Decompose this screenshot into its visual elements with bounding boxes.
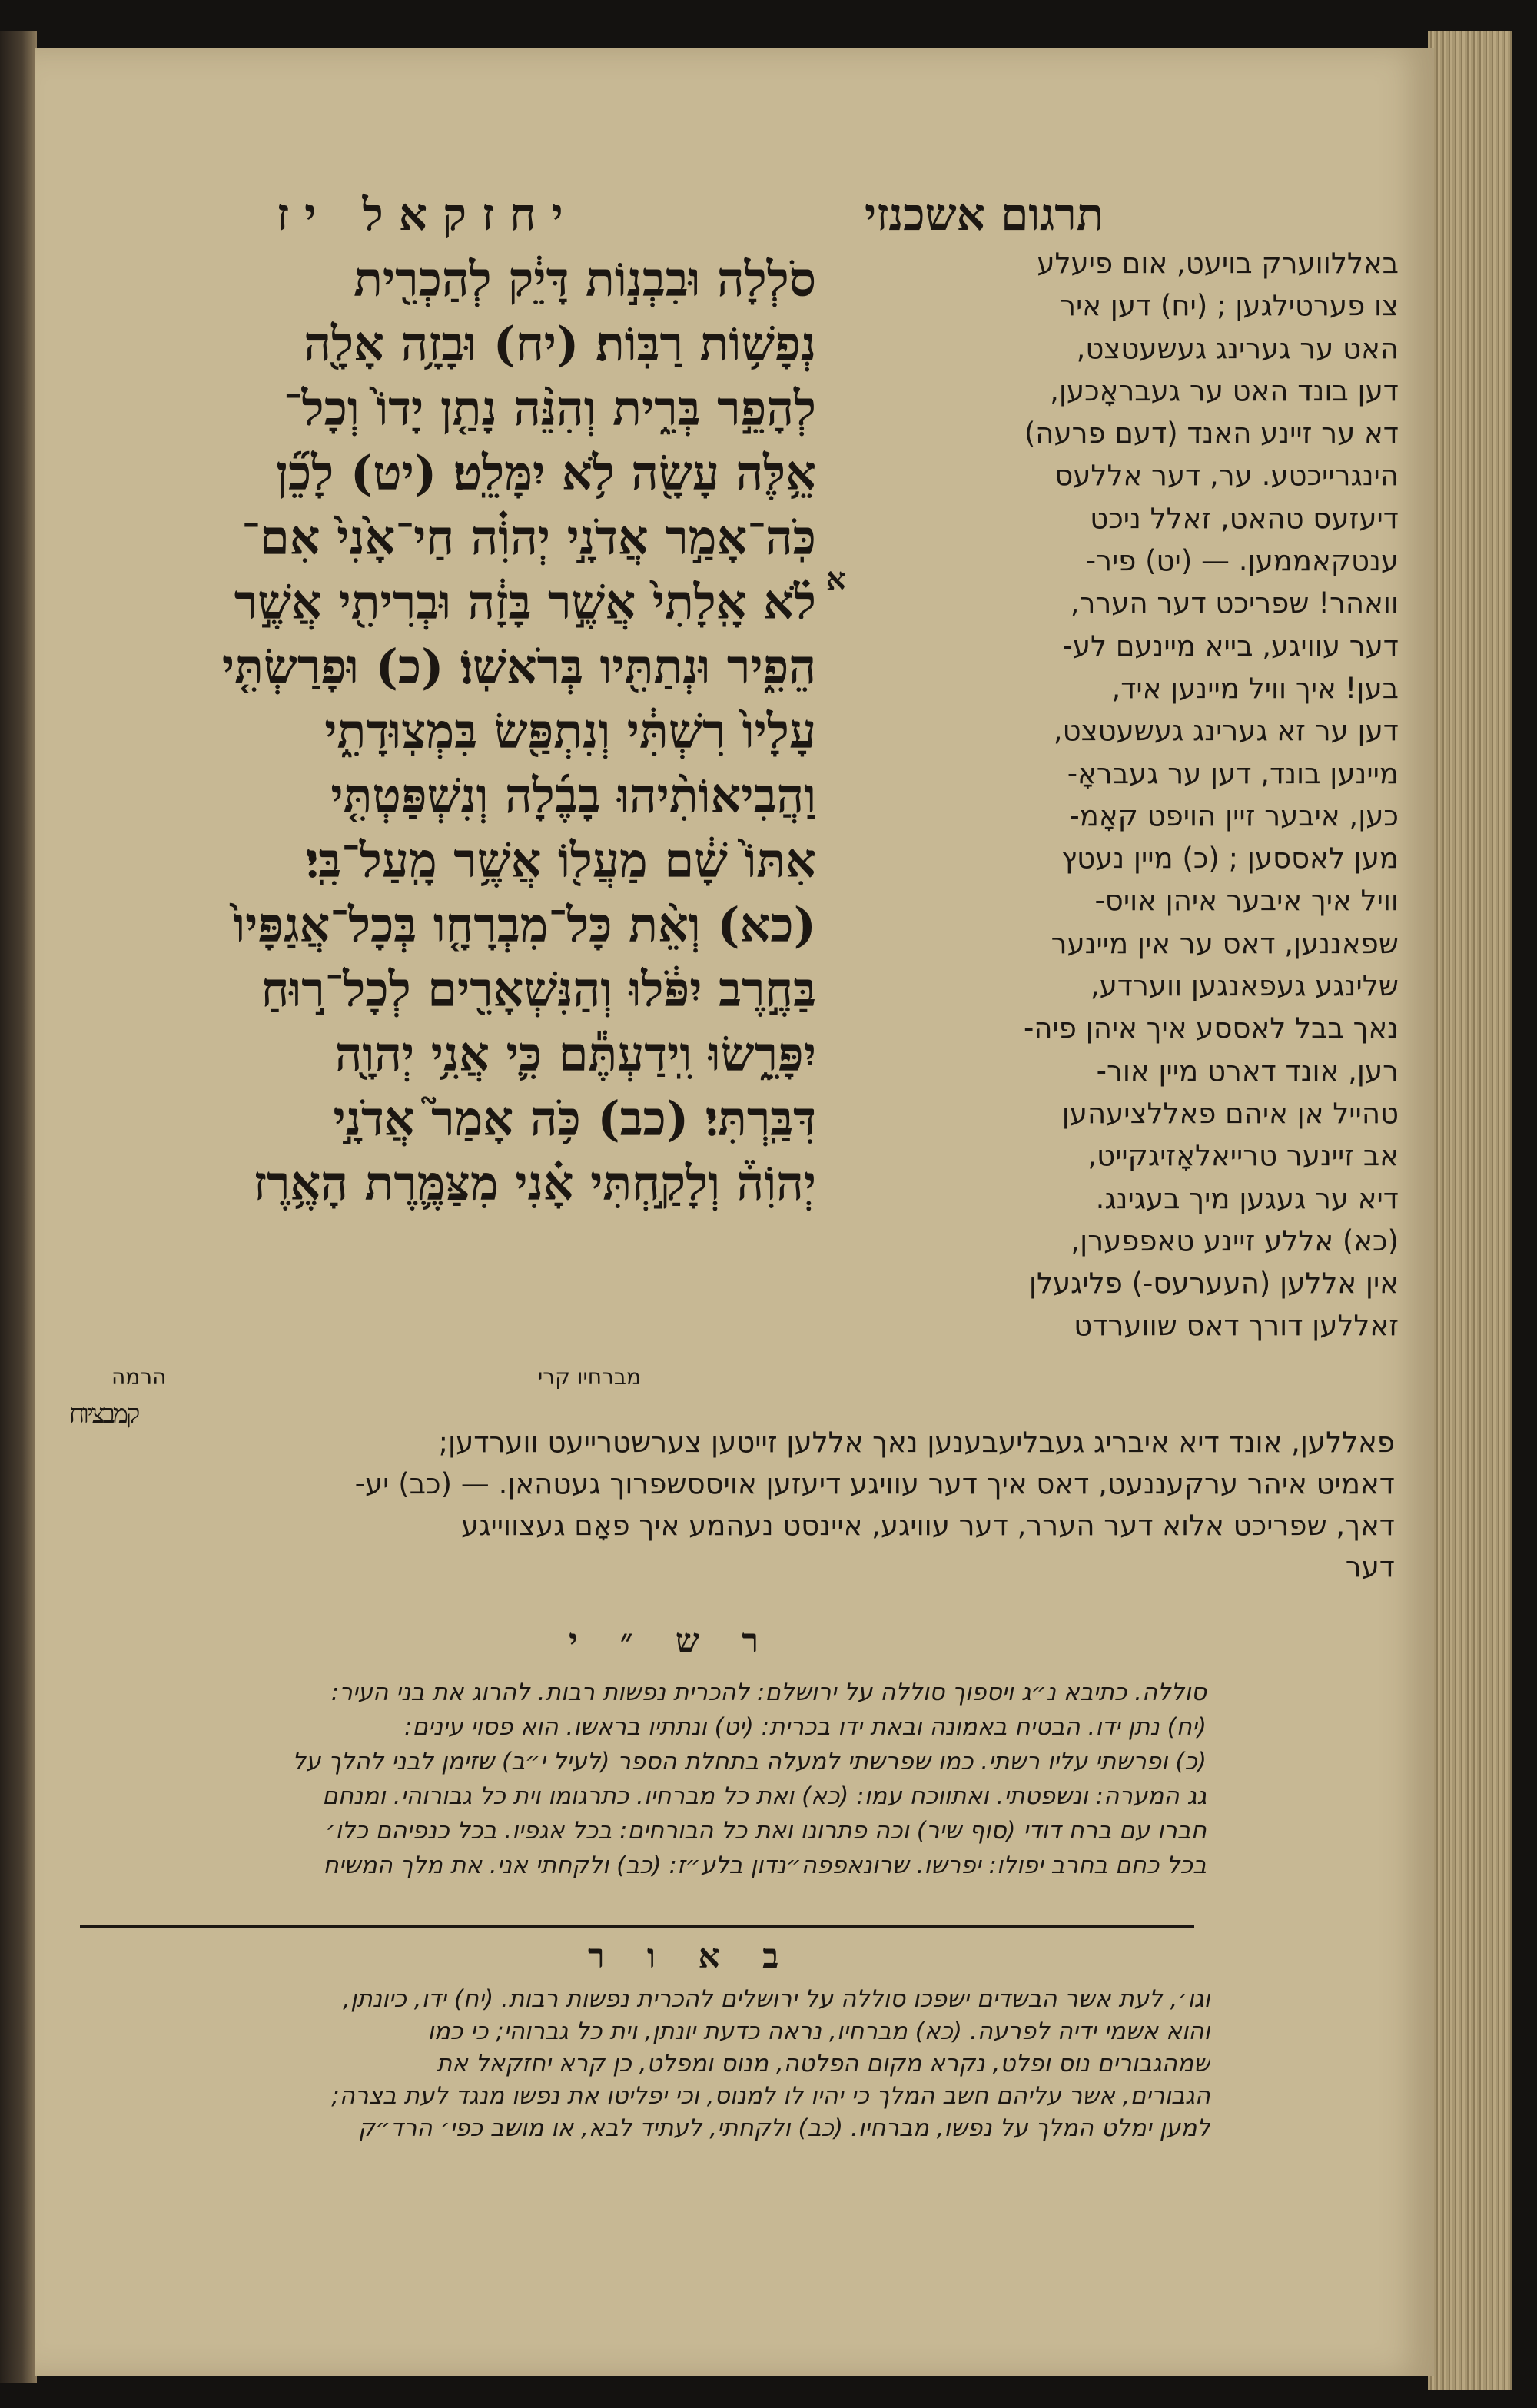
book-spine [0, 31, 37, 2383]
translation-line: מיינען בונד, דען ער געבראָ- [1067, 756, 1399, 790]
verse-line: וַהֲבִיאוֹתִ֨יהוּ בָבֶ֜לָה וְנִשְׁפַּטְתִּ֤י [330, 768, 816, 824]
translation-line: הינגרייכטע. ער, דער אללעס [1054, 459, 1399, 493]
biur-line: הגבורים, אשר עליהם חשב המלך כי יהיו לו למנוס, וכי יפליטו את נפשו מנגד לעת בצרה; [331, 2082, 1210, 2110]
verse-line: לְהָפֵ֣ר בְּרִ֑ית וְהִנֵּ֨ה נָתַ֤ן יָדוֹ֙ וְכָל־ [283, 380, 816, 437]
verse-line: (כא) וְאֵ֨ת כָּל־מִבְרָחָ֤ו בְּכָל־אֲגַפָּיו֙ [233, 897, 816, 953]
translation-line: דיעזעס טהאט, זאלל ניכט [1090, 501, 1399, 535]
verse-line: עָלָיו֙ רִשְׁתִּ֔י וְנִתְפַּ֖שׂ בִּמְצֽוּדָתִ֑י [324, 703, 816, 759]
biur-commentary [73, 1983, 1210, 2144]
page-edges [1428, 31, 1512, 2390]
translation-line: נאך בבל לאססע איך איהן פיה- [1023, 1011, 1399, 1045]
verse-line: דִּבַּֽרְתִּי׃ (כב) כֹּ֥ה אָמַר֮ אֲדֹנָ֣י [333, 1091, 816, 1147]
biur-line: שמהגבורים נוס ופלט, נקרא מקום הפלטה, מנוס ומפלט, כן קרא יחזקאל את [436, 2050, 1210, 2078]
biur-line: וגו׳, לעת אשר הבשדים ישפכו סוללה על ירושלים להכרית נפשות רבות. (יח) ידו, כיונתן, [343, 1985, 1210, 2013]
rashi-line: (יח) נתן ידו. הבטיח באמונה ובאת ידו בכרית: (יט) ונתתיו בראשו. הוא פסוי עינים: [403, 1713, 1207, 1741]
translation-line: אב זיינער טרייאלאָזיגקייט, [1087, 1139, 1399, 1173]
translation-line: אין אללען (העערעס-) פליגעלן [1028, 1267, 1399, 1300]
rashi-line: חברו עם ברח דודי (סוף שיר) וכה פתרונו ואת כל הבורחים: בכל אגפיו. בכל כנפיהם כלו׳ [325, 1817, 1207, 1845]
verse-line: כֹּֽה־אָמַ֣ר אֲדֹנָ֣י יְהוִֹ֗ה חַי־אָ֙נִי֙ אִם־ [241, 510, 816, 566]
biur-line: והוא אשמי ידיה לפרעה. (כא) מברחיו, נראה כדעת יונתן, וית כל גברוהי; כי כמו [427, 2018, 1210, 2045]
chapter-header: יחזקאל יז [277, 188, 579, 241]
translation-line: דען בונד האט ער געבראָכען, [1050, 374, 1399, 407]
translation-line: דער [1345, 1550, 1395, 1583]
verse-line: נְפָשׁ֥וֹת רַבּֽוֹת׃ (יח) וּבָזָ֥ה אָלָ֖ה [304, 316, 816, 372]
verse-line: סֹלְלָה וּבִבְנ֣וֹת דָּיֵ֔ק לְהַכְרִ֖ית [354, 251, 816, 307]
translation-column [830, 242, 1399, 1347]
verse-line: לֹ֗א אָֽלָתִי֙ אֲשֶׁ֣ר בָּזָ֔ה וּבְרִיתִ֖י אֲשֶׁ֣ר [234, 574, 816, 630]
translation-line: כען, איבער זיין הויפט קאָמ- [1069, 799, 1399, 832]
hebrew-text-column [86, 247, 816, 1216]
verse-line: הֵפִ֑יר וּנְתַתִּ֖יו בְּרֹאשֽׁוֹ׃ (כ) וּפָרַשְׂתִּ֤י [221, 639, 816, 695]
translation-line: דאך, שפריכט אלוא דער הערר, דער עוויגע, איינסט נעהמע איך פאָם געצווייגע [461, 1509, 1395, 1542]
translation-line: טהייל אן איהם פאללציעהען [1061, 1096, 1399, 1130]
verse-line: יְהוִֹה֒ וְלָקַ֣חְתִּי אָ֗נִי מִצַּמֶּ֛רֶת הָאֶ֥רֶז [253, 1155, 816, 1211]
translation-line: (כא) אללע זיינע טאפפערן, [1071, 1224, 1399, 1257]
rashi-line: (כ) ופרשתי עליו רשתי. כמו שפרשתי למעלה בתחלת הספר (לעיל י״ב) שזימן לבני להלך על [292, 1748, 1207, 1775]
biur-title: ב א ו ר [588, 1937, 795, 1976]
verse-line: אִתּוֹ֙ שָׁ֔ם מַעֲל֖וֹ אֲשֶׁ֥ר מָֽעַל־בִּֽי׃ [306, 832, 816, 888]
margin-mark: א [826, 561, 846, 597]
translation-line: בען! איך וויל מיינען איד, [1111, 671, 1399, 705]
translation-line: פאללען, אונד דיא איבריג געבליעבענען נאך אללען זייטען צערשטרייעט ווערדען; [438, 1426, 1395, 1459]
rashi-title: ר ש ״ י [569, 1622, 774, 1661]
translation-line: רען, אונד דארט מיין אור- [1096, 1054, 1399, 1088]
translation-line: וואהר! שפריכט דער הערר, [1070, 586, 1399, 620]
translation-line: דיא ער געגען מיך בעגינג. [1095, 1181, 1399, 1215]
translation-line: דא ער זיינע האנד (דעם פרעה) [1024, 417, 1399, 450]
ornament-mark: קמבציוח [69, 1399, 138, 1430]
translation-line: צו פערטילגען ; (יח) דען איר [1060, 289, 1399, 323]
divider-rule [80, 1925, 1194, 1928]
note-qere: מברחיו קרי [538, 1364, 642, 1390]
verse-line: יִפָּרֵ֑שׂוּ וִֽידַעְתֶּ֕ם כִּ֛י אֲנִ֥י יְהוָ֖ה [334, 1026, 816, 1082]
translation-line: דאמיט איהר ערקעננעט, דאס איך דער עוויגע דיעזען אויססשפרוך געטהאן. — (כב) יע- [354, 1467, 1395, 1500]
bottom-translation [73, 1422, 1395, 1588]
translation-line: דער עוויגע, בייא מיינעם לע- [1062, 629, 1399, 663]
note-haramah: הרמה [111, 1364, 167, 1390]
translation-line: זאללען דורך דאס שווערדט [1074, 1309, 1399, 1343]
translation-line: שלינגע געפאנגען ווערדע, [1090, 969, 1399, 1003]
translation-line: שפאננען, דאס ער אין מיינער [1051, 926, 1399, 960]
rashi-line: בכל כחם בחרב יפולו: יפרשו. שרונאפפה״נדון בלע״ז: (כב) ולקחתי אני. את מלך המשיח [323, 1852, 1207, 1879]
rashi-line: גג המערה: ונשפטתי. ואתווכח עמו: (כא) ואת כל מברחיו. כתרגומו וית כל גבורוהי. ומנחם [322, 1782, 1207, 1810]
translation-line: דען ער זא גערינג געשעטצט, [1053, 714, 1399, 748]
translation-line: האט ער גערינג געשעטצט, [1076, 331, 1399, 365]
verse-line: אֵ֥לֶּה עָשָׂ֖ה לֹ֥א יִמָּלֵֽט׃ (יט) לָכֵ֞ן [276, 445, 816, 501]
translation-line: ענטקאממען. — (יט) פיר- [1085, 544, 1399, 578]
translation-line: מען לאססען ; (כ) מיין נעטץ [1061, 842, 1399, 875]
translation-line: וויל איך איבער איהן אויס- [1094, 884, 1399, 918]
rashi-commentary [71, 1676, 1207, 1883]
biur-line: למען ימלט המלך על נפשו, מברחיו. (כב) ולקחתי, לעתיד לבא, או מושב כפי׳ הרד״ק [357, 2114, 1210, 2142]
verse-line: בַּחֶ֣רֶב יִפֹּ֔לוּ וְהַנִּשְׁאָרִ֖ים לְכָל־ר֣וּחַ [261, 962, 816, 1018]
targum-header: תרגום אשכנזי [865, 188, 1104, 241]
translation-line: באללווערק בויעט, אום פיעלע [1037, 247, 1399, 280]
rashi-line: סוללה. כתיבא נ״ג ויספוך סוללה על ירושלם: להכרית נפשות רבות. להרוג את בני העיר: [330, 1679, 1207, 1706]
